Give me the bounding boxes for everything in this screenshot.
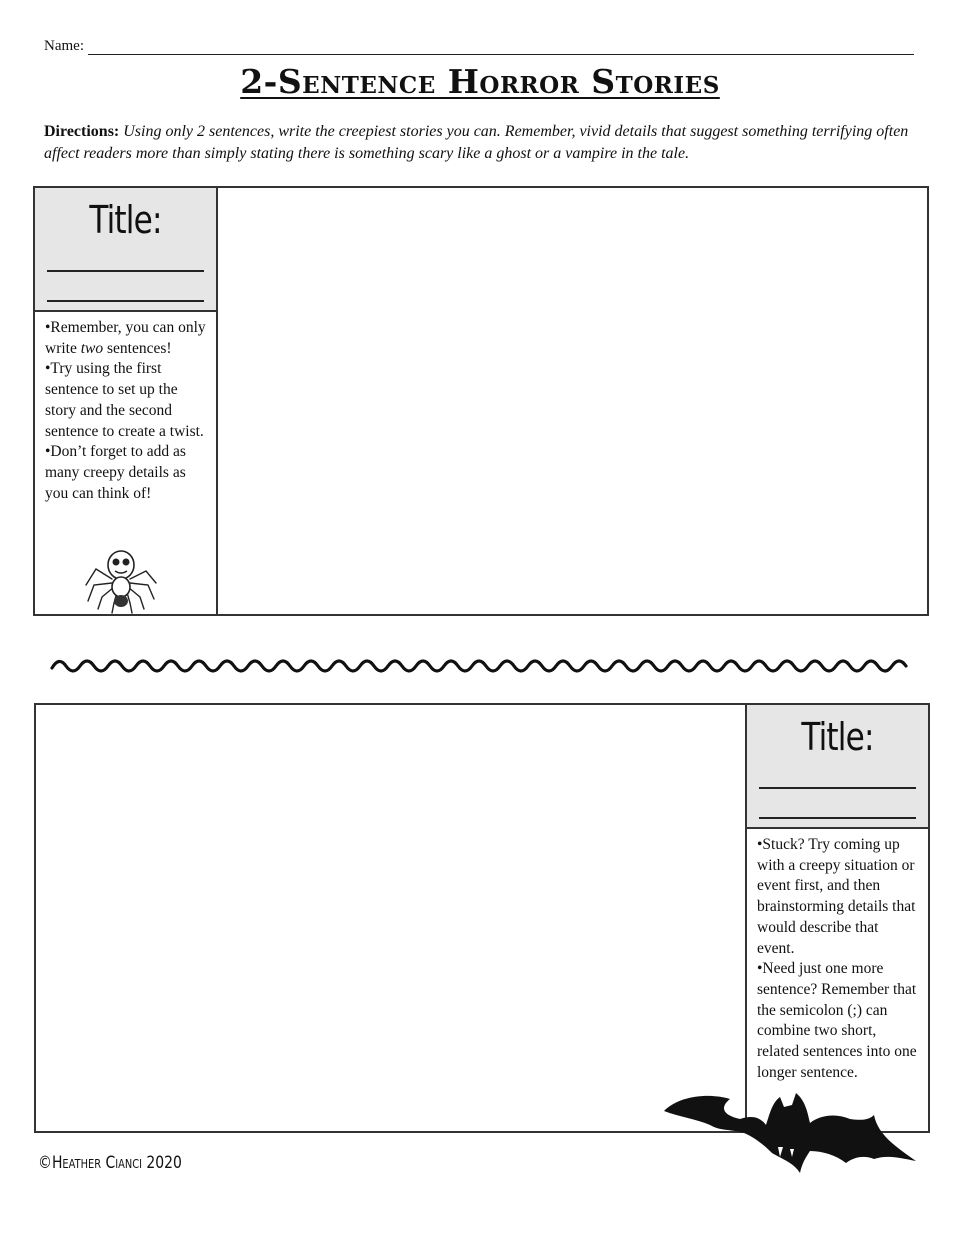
directions-text: Using only 2 sentences, write the creepiest stories you can. Remember, vivid details that suggest something terrifying often affect readers more than simply stating there is something scary like a ghost or a vampire in the tale. [44, 123, 909, 162]
story-1-tip-1 [45, 318, 206, 359]
story-2-title-cell [747, 705, 928, 829]
story-2-title-line-2[interactable] [759, 817, 916, 819]
story-1-tip-1-a: •Remember, you can only write [45, 319, 206, 357]
story-1-title-line-1[interactable] [47, 270, 204, 272]
name-field[interactable] [88, 41, 914, 55]
story-2-tips [747, 829, 928, 1089]
story-1-writing-area[interactable] [220, 188, 927, 614]
story-2-title-line-1[interactable] [759, 787, 916, 789]
name-row [44, 35, 914, 55]
story-1-tips [35, 312, 216, 510]
story-1-title-cell [35, 188, 216, 312]
story-2-sidebar [745, 705, 928, 1131]
wavy-divider [48, 650, 914, 678]
story-1-title-line-2[interactable] [47, 300, 204, 302]
directions-colon: : [113, 123, 120, 140]
story-2-tip-2: •Need just one more sentence? Remember that the semicolon (;) can combine two short, related sentences into one longer sentence. [757, 960, 917, 1081]
directions [44, 121, 924, 165]
story-1-tip-1-b: sentences! [103, 339, 172, 357]
story-1-tip-3: •Don’t forget to add as many creepy details as you can think of! [45, 443, 186, 502]
spider-icon [82, 545, 162, 615]
story-box-1 [33, 186, 929, 616]
name-label: Name: [44, 38, 84, 54]
story-2-writing-area[interactable] [36, 705, 743, 1131]
page-title-text: 2-Sentence Horror Stories [240, 62, 720, 101]
page-title [0, 62, 960, 101]
story-1-tip-2: •Try using the first sentence to set up the story and the second sentence to create a twist. [45, 360, 204, 440]
story-box-2 [34, 703, 930, 1133]
story-2-title-label: Title: [801, 715, 874, 759]
bat-icon [660, 1085, 922, 1175]
story-1-title-label: Title: [89, 198, 162, 242]
story-2-tip-1: •Stuck? Try coming up with a creepy situation or event first, and then brainstorming details that would describe that event. [757, 836, 916, 957]
copyright: ©Heather Cianci 2020 [38, 1153, 182, 1173]
story-1-tip-1-em: two [80, 339, 104, 357]
directions-label: Directions [44, 123, 114, 140]
